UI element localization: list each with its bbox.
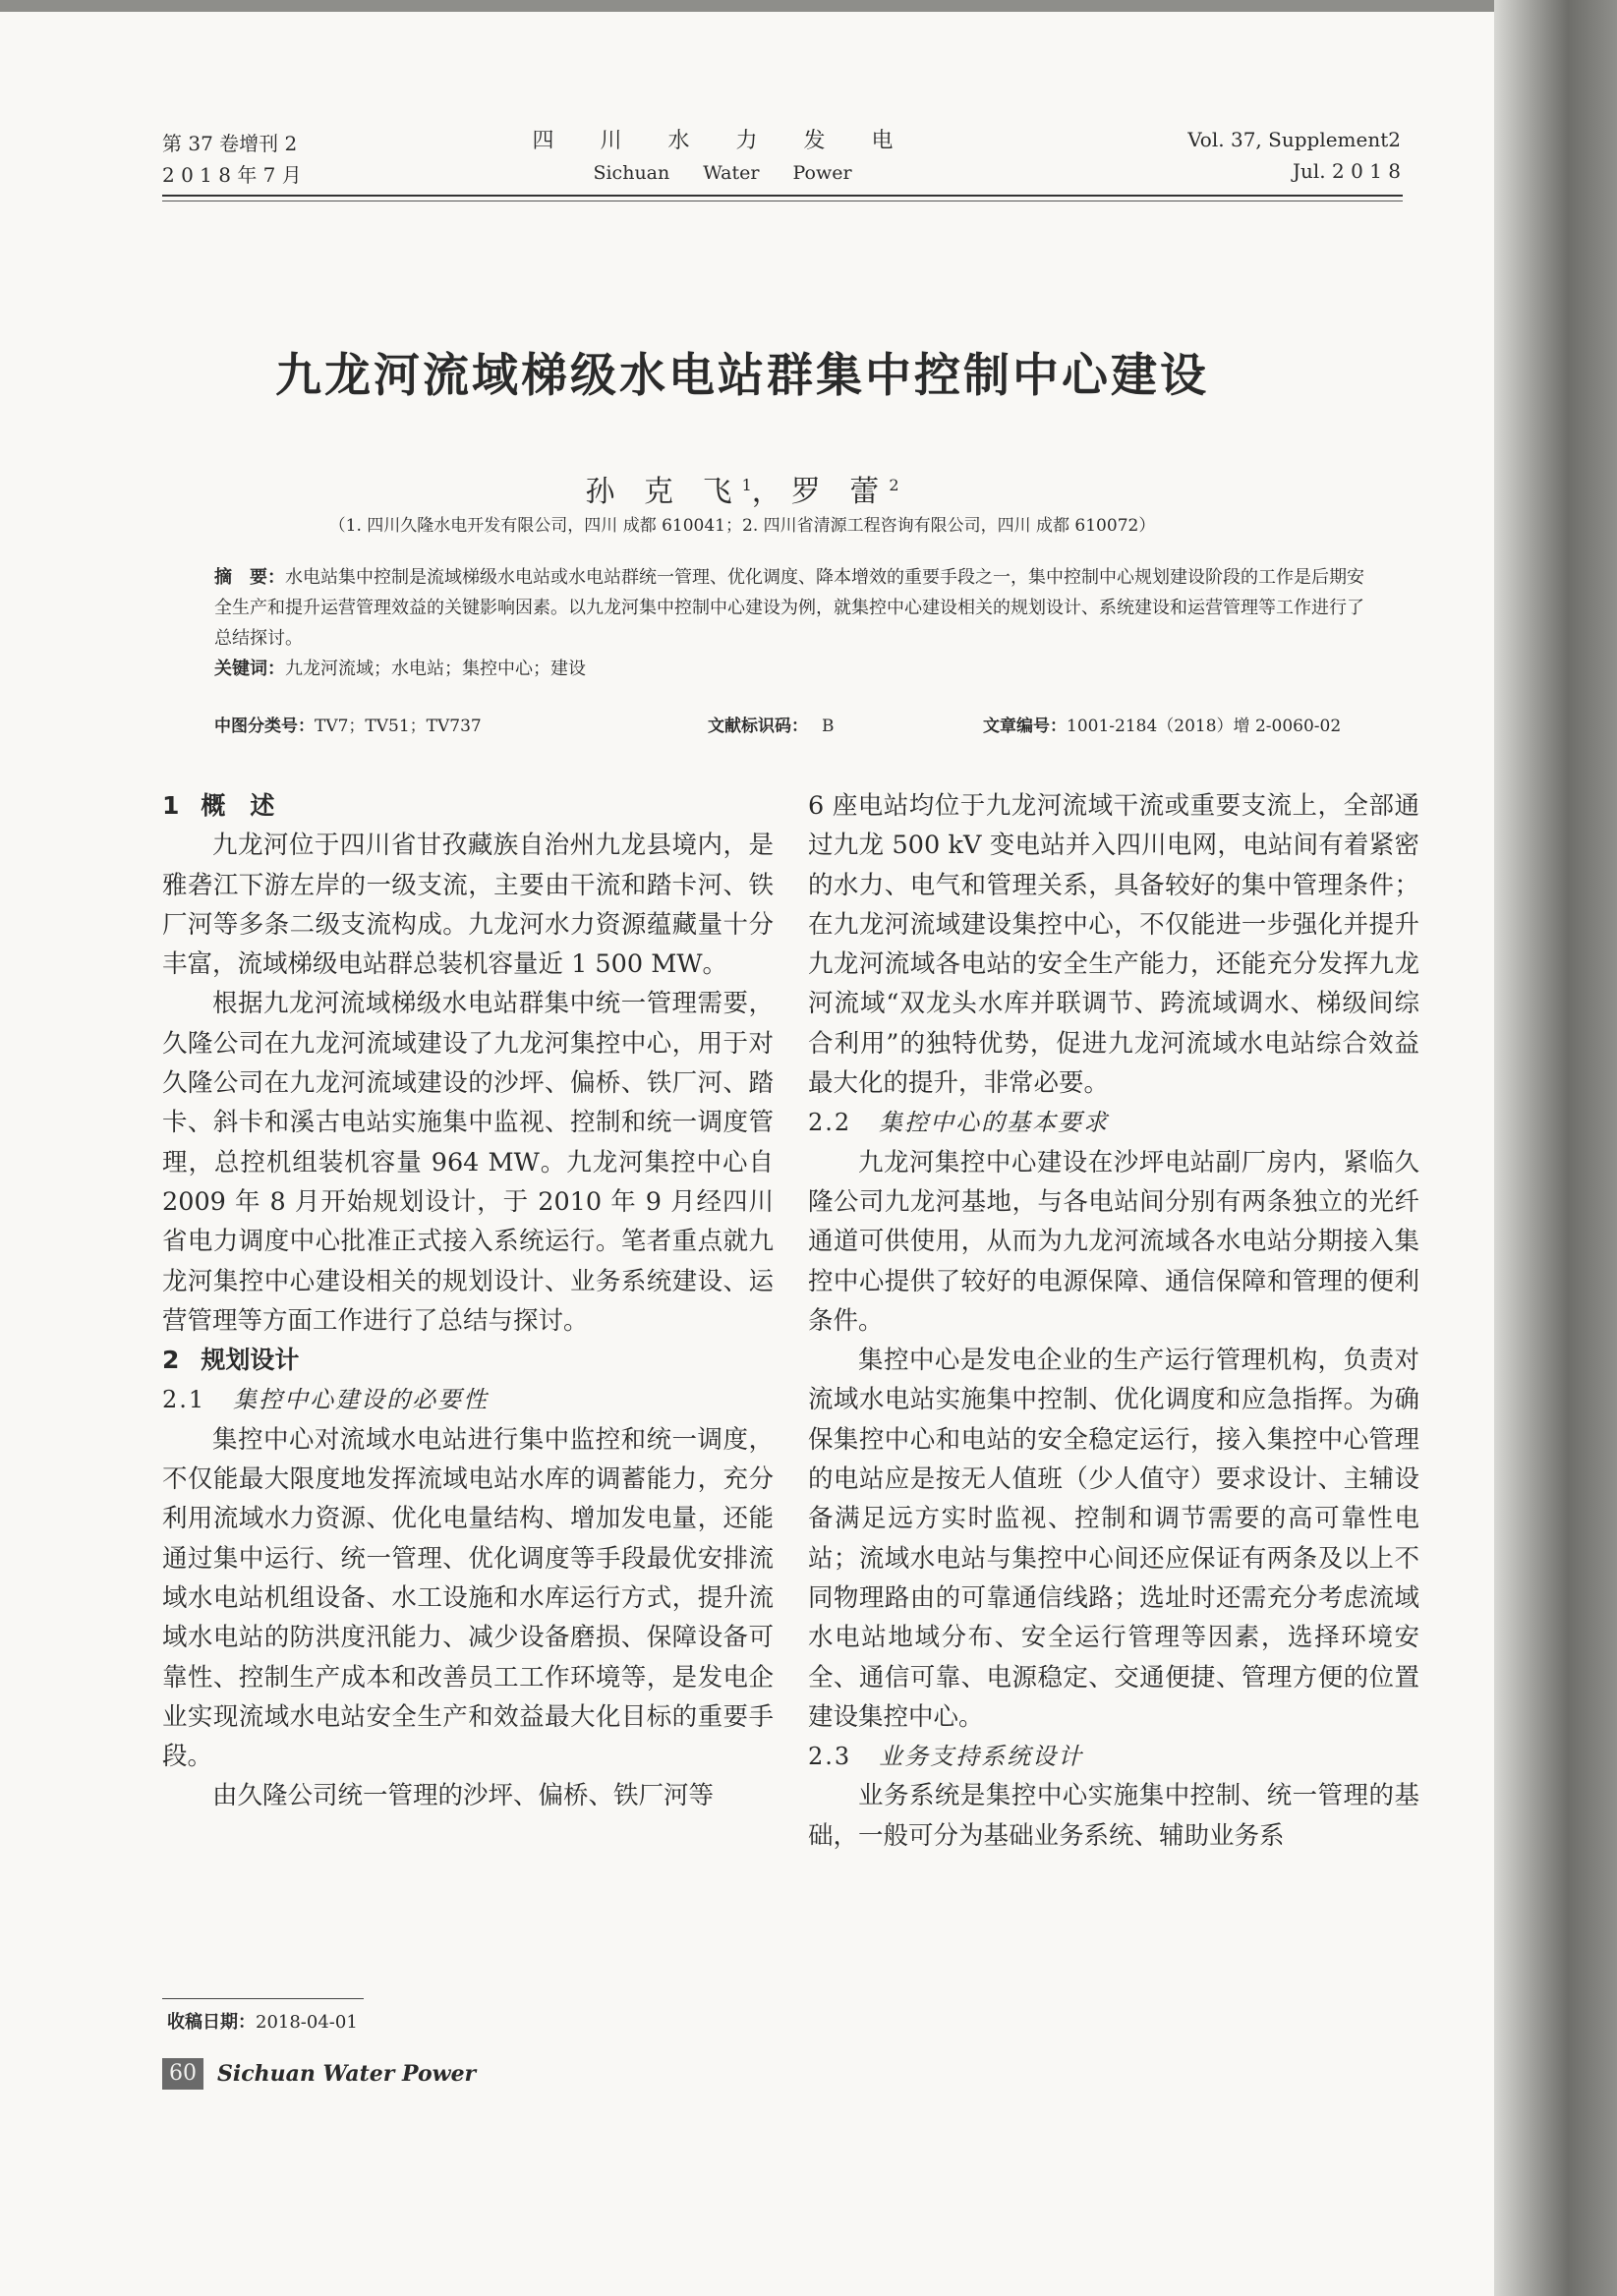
subsection-heading: 2.2 集控中心的基本要求 <box>808 1109 1110 1137</box>
author-2: 罗 蕾 <box>790 475 890 509</box>
volume-cn: 第 37 卷增刊 2 <box>162 132 298 155</box>
running-header-left <box>162 128 302 191</box>
scan-top-band <box>0 0 1617 12</box>
articleno-value: 1001-2184（2018）增 2-0060-02 <box>1067 717 1342 736</box>
page-footer <box>162 2056 476 2092</box>
running-header-right <box>1096 124 1401 187</box>
author-separator: ， <box>751 475 791 509</box>
received-date: 2018-04-01 <box>256 2012 358 2033</box>
doccode-value: B <box>822 717 835 736</box>
article-title: 九龙河流域梯级水电站群集中控制中心建设 <box>275 349 1209 403</box>
journal-name-cn: 四 川 水 力 发 电 <box>532 129 913 153</box>
paragraph: 集控中心是发电企业的生产运行管理机构，负责对流域水电站实施集中控制、优化调度和应急指挥。为确保集控中心和电站的安全稳定运行，接入集控中心管理的电站应是按无人值班（少人值守）要求设计、主辅设备满足远方实时监视、控制和调节需要的高可靠性电站；流域水电站与集控中心间还应保证有两条及以上不同物理路由的可靠通信线路；选址时还需充分考虑流域水电站地域分布、安全运行管理等因素，选择环境安全、通信可靠、电源稳定、交通便捷、管理方便的位置建设集控中心。 <box>808 1346 1419 1732</box>
paragraph: 九龙河集控中心建设在沙坪电站副厂房内，紧临久隆公司九龙河基地，与各电站间分别有两条独立的光纤通道可供使用，从而为九龙河流域各水电站分期接入集控中心提供了较好的电源保障、通信保障和管理的便利条件。 <box>808 1147 1419 1336</box>
body-column-left <box>162 786 774 1816</box>
doccode-label: 文献标识码： <box>708 717 808 736</box>
volume-en: Vol. 37, Supplement2 <box>1187 128 1401 151</box>
running-header-center <box>531 126 914 189</box>
document-code <box>708 712 835 736</box>
date-cn: 2 0 1 8 年 7 月 <box>162 163 302 187</box>
author-2-affil-mark: 2 <box>889 476 899 494</box>
article-number <box>983 712 1341 736</box>
date-en: Jul. 2 0 1 8 <box>1293 159 1401 183</box>
clc-value: TV7；TV51；TV737 <box>315 717 482 736</box>
abstract-text: 水电站集中控制是流域梯级水电站或水电站群统一管理、优化调度、降本增效的重要手段之一，集中控制中心规划建设阶段的工作是后期安全生产和提升运营管理效益的关键影响因素。以九龙河集中控制中心建设为例，就集控中心建设相关的规划设计、系统建设和运营管理等工作进行了总结探讨。 <box>214 567 1364 649</box>
footer-journal-name: Sichuan Water Power <box>217 2061 477 2087</box>
paragraph: 根据九龙河流域梯级水电站群集中统一管理需要，久隆公司在九龙河流域建设了九龙河集控中心，用于对久隆公司在九龙河流域建设的沙坪、偏桥、铁厂河、踏卡、斜卡和溪古电站实施集中监视、控制和统一调度管理，总控机组装机容量 964 MW。九龙河集控中心自 2009 年 8 月开始规划设计，于 2010 年 9 月经四川省电力调度中心批准正式接入系统运行。笔者重点就九龙河集控中心建设相关的规划设计、业务系统建设、运营管理等方面工作进行了总结与探讨。 <box>162 989 774 1336</box>
received-date-footnote <box>167 2008 358 2034</box>
page-number: 60 <box>162 2058 203 2090</box>
author-line <box>162 467 1322 510</box>
keywords-text: 九龙河流域；水电站；集控中心；建设 <box>285 659 586 679</box>
footnote-rule <box>162 1998 364 1999</box>
journal-name-en: Sichuan Water Power <box>593 162 852 184</box>
keywords-label: 关键词： <box>214 659 285 679</box>
author-1-affil-mark: 1 <box>741 476 752 494</box>
section-heading: 1 概 述 <box>162 791 275 820</box>
abstract-label: 摘 要： <box>214 567 285 588</box>
subsection-heading: 2.1 集控中心建设的必要性 <box>162 1386 490 1414</box>
clc-label: 中图分类号： <box>214 717 315 736</box>
author-1: 孙 克 飞 <box>585 475 742 509</box>
binding-shadow <box>1494 0 1617 2296</box>
received-label: 收稿日期： <box>167 2012 256 2033</box>
affiliations: （1. 四川久隆水电开发有限公司，四川 成都 610041；2. 四川省清源工程咨询有限公司，四川 成都 610072） <box>328 516 1156 536</box>
abstract-block <box>214 562 1364 684</box>
articleno-label: 文章编号： <box>983 717 1067 736</box>
section-heading: 2 规划设计 <box>162 1346 300 1375</box>
header-rule-thick <box>162 195 1403 197</box>
paragraph: 九龙河位于四川省甘孜藏族自治州九龙县境内，是雅砻江下游左岸的一级支流，主要由干流和踏卡河、铁厂河等多条二级支流构成。九龙河水力资源蕴藏量十分丰富，流域梯级电站群总装机容量近 1 500 MW。 <box>162 831 774 980</box>
subsection-heading: 2.3 业务支持系统设计 <box>808 1743 1084 1771</box>
paragraph: 集控中心对流域水电站进行集中监控和统一调度，不仅能最大限度地发挥流域电站水库的调蓄能力，充分利用流域水力资源、优化电量结构、增加发电量，还能通过集中运行、统一管理、优化调度等手段最优安排流域水电站机组设备、水工设施和水库运行方式，提升流域水电站的防洪度汛能力、减少设备磨损、保障设备可靠性、控制生产成本和改善员工工作环境等，是发电企业实现流域水电站安全生产和效益最大化目标的重要手段。 <box>162 1424 774 1772</box>
body-column-right <box>808 786 1419 1856</box>
paragraph: 业务系统是集控中心实施集中控制、统一管理的基础，一般可分为基础业务系统、辅助业务系 <box>808 1781 1419 1851</box>
paragraph: 6 座电站均位于九龙河流域干流或重要支流上，全部通过九龙 500 kV 变电站并入四川电网，电站间有着紧密的水力、电气和管理关系，具备较好的集中管理条件；在九龙河流域建设集控中心，不仅能进一步强化并提升九龙河流域各电站的安全生产能力，还能充分发挥九龙河流域“双龙头水库并联调节、跨流域调水、梯级间综合利用”的独特优势，促进九龙河流域水电站综合效益最大化的提升，非常必要。 <box>808 791 1419 1099</box>
clc-code <box>214 712 482 736</box>
paragraph: 由久隆公司统一管理的沙坪、偏桥、铁厂河等 <box>212 1781 715 1811</box>
